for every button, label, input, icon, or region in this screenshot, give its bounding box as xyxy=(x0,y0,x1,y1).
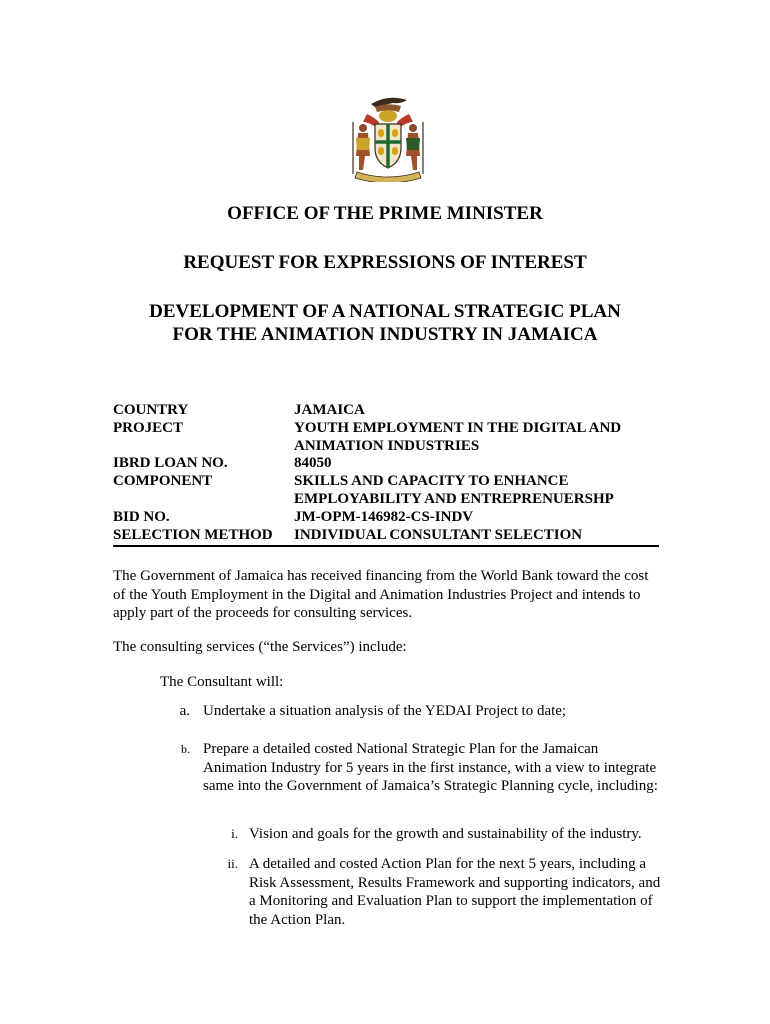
sub-list-item-text: A detailed and costed Action Plan for the next 5 years, including a Risk Assessment, Results Framework and supporting indicators, and a Monitoring and Evaluation Plan to support the implementation of the Action Plan. xyxy=(249,856,661,928)
loan-label: IBRD LOAN NO. xyxy=(113,455,228,472)
method-label: SELECTION METHOD xyxy=(113,526,273,543)
sub-list-item-text: Vision and goals for the growth and sustainability of the industry. xyxy=(249,826,642,842)
intro-paragraph: The Government of Jamaica has received financing from the World Bank toward the cost of the Youth Employment in the Digital and Animation Industries Project and intends to apply part of the proceeds for consulting services. xyxy=(113,568,649,621)
consultant-paragraph: The Consultant will: xyxy=(160,674,284,690)
document-title-line-2: FOR THE ANIMATION INDUSTRY IN JAMAICA xyxy=(172,324,598,345)
list-marker: a. xyxy=(179,703,190,719)
sub-list-marker: i. xyxy=(231,826,238,841)
sub-list-marker: ii. xyxy=(227,856,238,871)
project-value: YOUTH EMPLOYMENT IN THE DIGITAL AND ANIMATION INDUSTRIES xyxy=(294,419,622,454)
document-title-line-1: DEVELOPMENT OF A NATIONAL STRATEGIC PLAN xyxy=(149,301,621,322)
services-paragraph: The consulting services (“the Services”) include: xyxy=(113,639,407,655)
project-label: PROJECT xyxy=(113,419,184,436)
list-item-text: Undertake a situation analysis of the YEDAI Project to date; xyxy=(203,703,567,719)
method-value: INDIVIDUAL CONSULTANT SELECTION xyxy=(294,526,583,543)
divider-rule xyxy=(113,545,659,547)
list-item-text: Prepare a detailed costed National Strategic Plan for the Jamaican Animation Industry for 5 years in the first instance, with a view to integrate same into the Government of Jamaica’s Strategic Planning cycle, including: xyxy=(203,741,658,794)
component-label: COMPONENT xyxy=(113,473,213,490)
bid-value: JM-OPM-146982-CS-INDV xyxy=(294,508,474,525)
list-marker: b. xyxy=(181,742,190,756)
request-heading: REQUEST FOR EXPRESSIONS OF INTEREST xyxy=(183,252,587,273)
bid-label: BID NO. xyxy=(113,508,170,525)
coat-of-arms-emblem xyxy=(341,92,435,182)
country-value: JAMAICA xyxy=(294,402,365,418)
office-heading: OFFICE OF THE PRIME MINISTER xyxy=(227,203,543,224)
component-value: SKILLS AND CAPACITY TO ENHANCE EMPLOYABILITY AND ENTREPRENUERSHP xyxy=(294,473,614,507)
country-label: COUNTRY xyxy=(113,402,189,418)
loan-value: 84050 xyxy=(294,455,332,472)
